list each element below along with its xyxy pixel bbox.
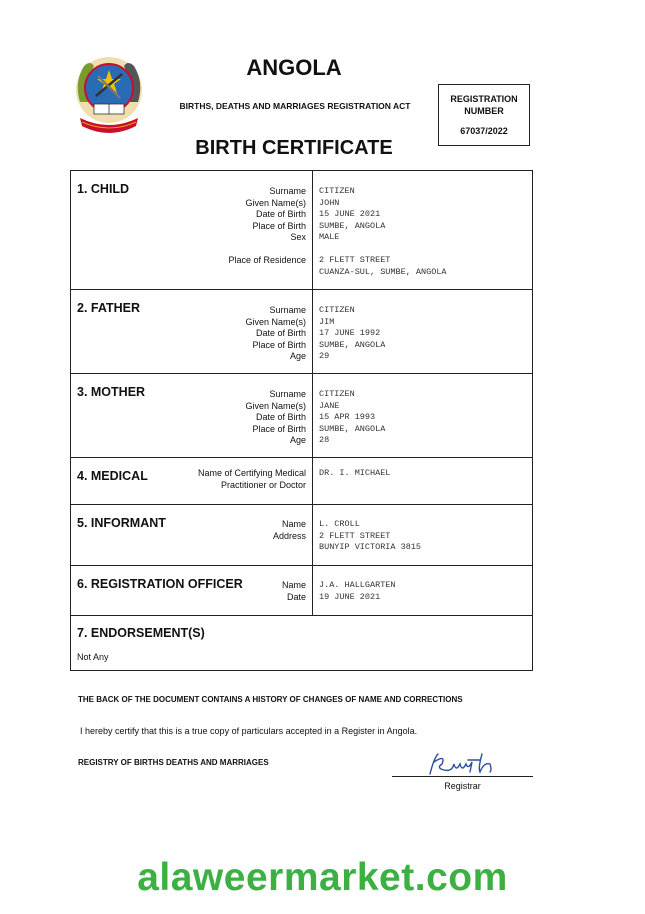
section-title: 4. MEDICAL (77, 469, 148, 483)
value-date-of-birth: 15 APR 1993 (319, 412, 376, 423)
section-informant-labels (71, 505, 313, 565)
section-title: 2. FATHER (77, 301, 140, 315)
section-title: 3. MOTHER (77, 385, 146, 399)
value-age: 29 (319, 351, 330, 362)
label-surname: Surname (269, 305, 306, 315)
section-title: 6. REGISTRATION OFFICER (77, 577, 243, 591)
value-given-names: JOHN (319, 197, 340, 208)
registry-name: REGISTRY OF BIRTHS DEATHS AND MARRIAGES (78, 758, 269, 767)
signature-line (392, 776, 533, 777)
value-sex: MALE (319, 232, 340, 243)
value-address-line2: BUNYIP VICTORIA 3815 (319, 542, 422, 553)
label-name: Name (281, 519, 306, 529)
value-surname: CITIZEN (319, 389, 355, 399)
act-subtitle: BIRTHS, DEATHS AND MARRIAGES REGISTRATION ACT (179, 101, 411, 111)
value-name: J.A. HALLGARTEN (319, 580, 396, 590)
value-surname: CITIZEN (319, 186, 355, 196)
endorsement-value: Not Any (77, 652, 109, 662)
label-given-names: Given Name(s) (245, 400, 306, 411)
label-date-of-birth: Date of Birth (255, 209, 306, 220)
label-date: Date (286, 591, 306, 602)
value-surname: CITIZEN (319, 305, 355, 315)
section-father-labels (71, 290, 313, 373)
label-given-names: Given Name(s) (245, 197, 306, 208)
section-mother (71, 373, 532, 457)
section-father-values (319, 305, 385, 363)
section-endorsements (71, 615, 532, 670)
label-given-names: Given Name(s) (245, 316, 306, 327)
label-certifying-practitioner-line1: Name of Certifying Medical (197, 468, 306, 478)
registrar-label: Registrar (444, 781, 481, 791)
value-date-of-birth: 17 JUNE 1992 (319, 328, 381, 339)
country-title: ANGOLA (246, 55, 342, 80)
value-date-of-birth: 15 JUNE 2021 (319, 209, 381, 220)
label-age: Age (289, 435, 306, 446)
label-name: Name (281, 580, 306, 590)
section-child-values (319, 186, 447, 278)
value-name: L. CROLL (319, 519, 360, 529)
section-mother-values (319, 389, 385, 447)
label-address: Address (272, 530, 306, 541)
registration-number-box (438, 84, 530, 146)
section-child (71, 171, 532, 289)
section-title: 7. ENDORSEMENT(S) (77, 626, 205, 640)
section-officer-values (319, 580, 396, 603)
label-place-of-birth: Place of Birth (252, 423, 306, 434)
section-registration-officer (71, 565, 532, 615)
section-title: 5. INFORMANT (77, 516, 166, 530)
section-medical (71, 457, 532, 504)
section-medical-values (319, 468, 390, 480)
label-surname: Surname (269, 186, 306, 196)
section-father (71, 289, 532, 373)
section-officer-labels (71, 566, 313, 615)
value-residence-line2: CUANZA-SUL, SUMBE, ANGOLA (319, 266, 447, 277)
label-date-of-birth: Date of Birth (255, 412, 306, 423)
value-age: 28 (319, 435, 330, 446)
value-place-of-birth: SUMBE, ANGOLA (319, 339, 386, 350)
value-given-names: JIM (319, 316, 335, 327)
value-residence-line1: 2 FLETT STREET (319, 254, 391, 265)
registrar-signature (424, 748, 504, 778)
value-place-of-birth: SUMBE, ANGOLA (319, 423, 386, 434)
label-place-of-birth: Place of Birth (252, 220, 306, 231)
registration-number: 67037/2022 (460, 126, 508, 136)
coat-of-arms-emblem (72, 52, 146, 140)
section-medical-labels (71, 458, 313, 504)
section-informant-values (319, 519, 421, 554)
section-title: 1. CHILD (77, 182, 130, 196)
registration-label: REGISTRATION NUMBER (450, 94, 518, 116)
value-place-of-birth: SUMBE, ANGOLA (319, 220, 386, 231)
value-practitioner-name: DR. I. MICHAEL (319, 468, 391, 478)
label-surname: Surname (269, 389, 306, 399)
document-title: BIRTH CERTIFICATE (195, 137, 393, 159)
label-age: Age (289, 351, 306, 362)
value-date: 19 JUNE 2021 (319, 591, 381, 602)
watermark: alaweermarket.com (137, 856, 508, 899)
certification-statement: I hereby certify that this is a true copy of particulars accepted in a Register in Angola. (80, 726, 418, 736)
label-place-of-birth: Place of Birth (252, 339, 306, 350)
label-date-of-birth: Date of Birth (255, 328, 306, 339)
section-child-labels (71, 171, 313, 289)
value-address-line1: 2 FLETT STREET (319, 530, 391, 541)
certificate-sections (70, 170, 533, 671)
label-certifying-practitioner-line2: Practitioner or Doctor (220, 479, 306, 490)
section-mother-labels (71, 374, 313, 457)
section-informant (71, 504, 532, 565)
label-place-of-residence: Place of Residence (228, 254, 306, 265)
value-given-names: JANE (319, 400, 340, 411)
label-sex: Sex (290, 232, 306, 243)
back-of-document-note: THE BACK OF THE DOCUMENT CONTAINS A HISTORY OF CHANGES OF NAME AND CORRECTIONS (78, 695, 463, 704)
